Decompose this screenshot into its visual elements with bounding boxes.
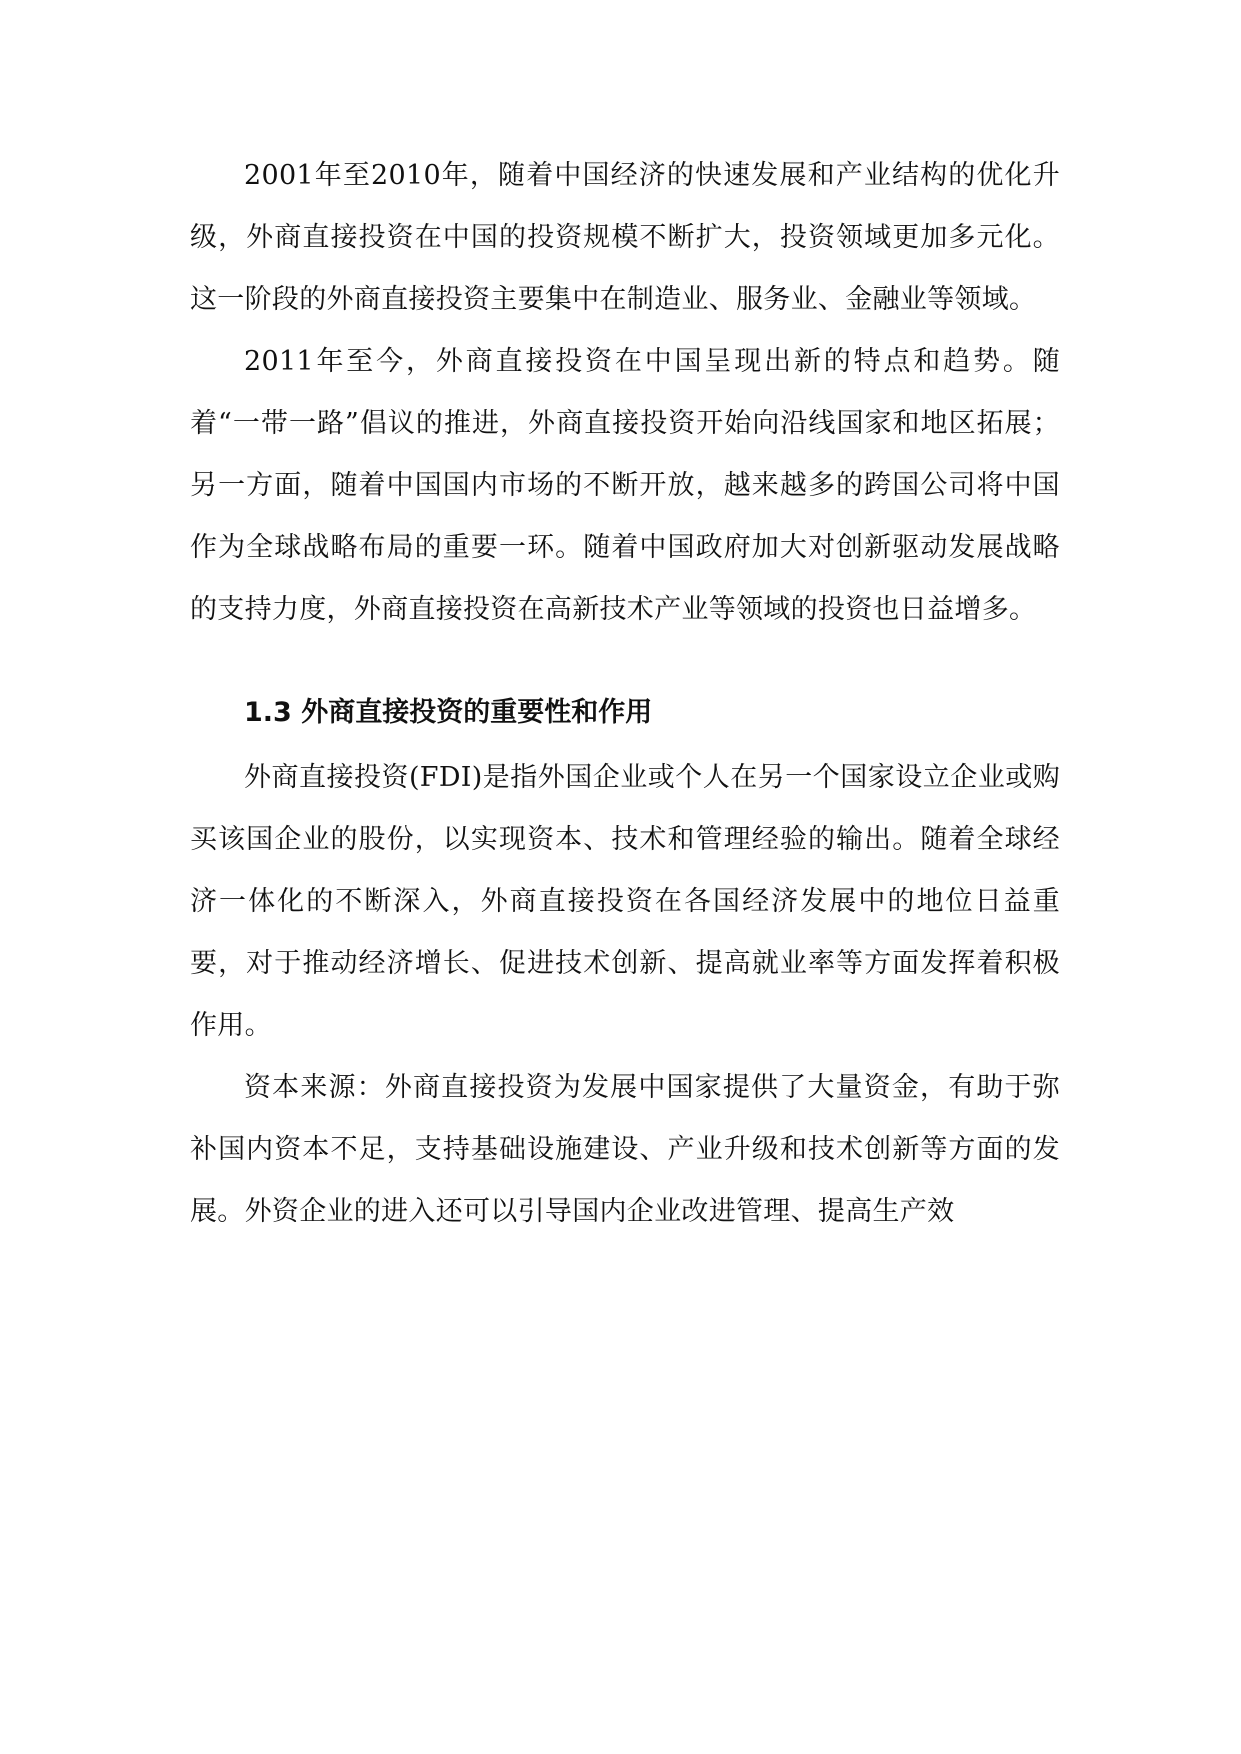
paragraph-fdi-2001-2010: 2001年至2010年，随着中国经济的快速发展和产业结构的优化升级，外商直接投资在中国的投资规模不断扩大，投资领域更加多元化。这一阶段的外商直接投资主要集中在制造业、服务业、金融业等领域。 xyxy=(190,160,1060,315)
document-body xyxy=(190,145,1060,1243)
section-heading: 1.3 外商直接投资的重要性和作用 xyxy=(244,697,653,728)
paragraph-capital-source: 资本来源：外商直接投资为发展中国家提供了大量资金，有助于弥补国内资本不足，支持基础设施建设、产业升级和技术创新等方面的发展。外资企业的进入还可以引导国内企业改进管理、提高生产效 xyxy=(190,1072,1060,1227)
paragraph-fdi-2011-present: 2011年至今，外商直接投资在中国呈现出新的特点和趋势。随着“一带一路”倡议的推进，外商直接投资开始向沿线国家和地区拓展；另一方面，随着中国国内市场的不断开放，越来越多的跨国公司将中国作为全球战略布局的重要一环。随着中国政府加大对创新驱动发展战略的支持力度，外商直接投资在高新技术产业等领域的投资也日益增多。 xyxy=(190,346,1060,625)
paragraph-fdi-definition: 外商直接投资(FDI)是指外国企业或个人在另一个国家设立企业或购买该国企业的股份，以实现资本、技术和管理经验的输出。随着全球经济一体化的不断深入，外商直接投资在各国经济发展中的地位日益重要，对于推动经济增长、促进技术创新、提高就业率等方面发挥着积极作用。 xyxy=(190,762,1060,1041)
